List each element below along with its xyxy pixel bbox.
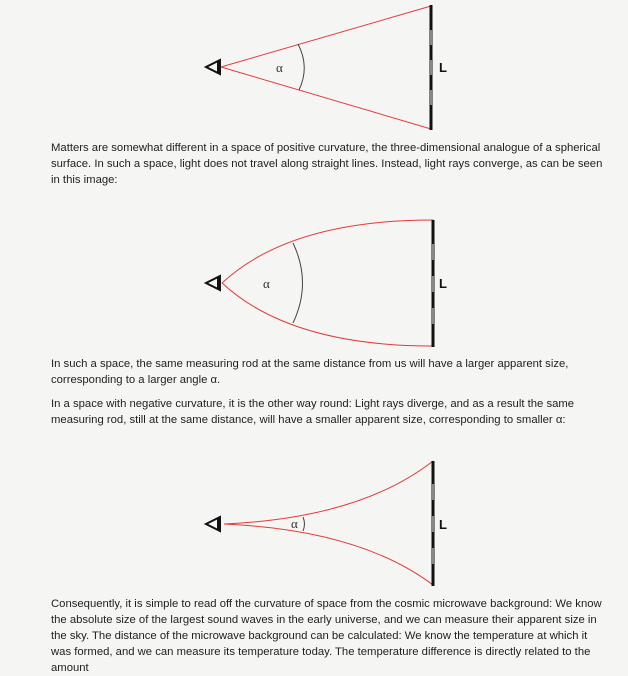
angle-arc	[303, 517, 305, 531]
paragraph-negative-curvature: In a space with negative curvature, it is the other way round: Light rays diverge, and as a result the same measuring rod, still at the same distance, will have a smaller apparent size, corresponding to smaller α:	[51, 398, 575, 426]
angle-label: α	[263, 276, 270, 291]
ray-lower	[224, 524, 433, 585]
paragraph-larger-angle: In such a space, the same measuring rod at the same distance from us will have a larger apparent size, corresponding to a larger angle α.	[51, 358, 569, 386]
ray-upper	[224, 461, 433, 524]
angle-label: α	[291, 516, 298, 531]
eye-icon	[206, 276, 220, 290]
eye-icon	[206, 517, 220, 531]
figure-flat-space	[0, 0, 628, 136]
figure-positive-curvature	[0, 214, 628, 354]
angle-label: α	[276, 60, 283, 75]
paragraph-positive-curvature: Matters are somewhat different in a space of positive curvature, the three-dimensional analogue of a spherical surface. In such a space, light does not travel along straight lines. Instead, light rays converge, as can be seen in this image:	[51, 142, 603, 186]
eye-icon	[206, 60, 220, 74]
angle-arc	[298, 44, 304, 90]
rod-label: L	[439, 276, 447, 291]
rod-label: L	[439, 517, 447, 532]
ray-upper	[221, 6, 431, 67]
ray-lower	[222, 283, 433, 346]
figure-negative-curvature	[0, 456, 628, 590]
ray-upper	[222, 220, 433, 283]
paragraph-consequently: Consequently, it is simple to read off the curvature of space from the cosmic microwave background: We know the absolute size of the largest sound waves in the early universe, and we can measure their apparent size in the sky. The distance of the microwave background can be calculated: We know the temperature at which it was formed, and we can measure its temperature today. The temperature difference is directly related to the amount	[51, 598, 602, 674]
rod-label: L	[439, 60, 447, 75]
ray-lower	[221, 67, 431, 129]
angle-arc	[293, 243, 303, 323]
